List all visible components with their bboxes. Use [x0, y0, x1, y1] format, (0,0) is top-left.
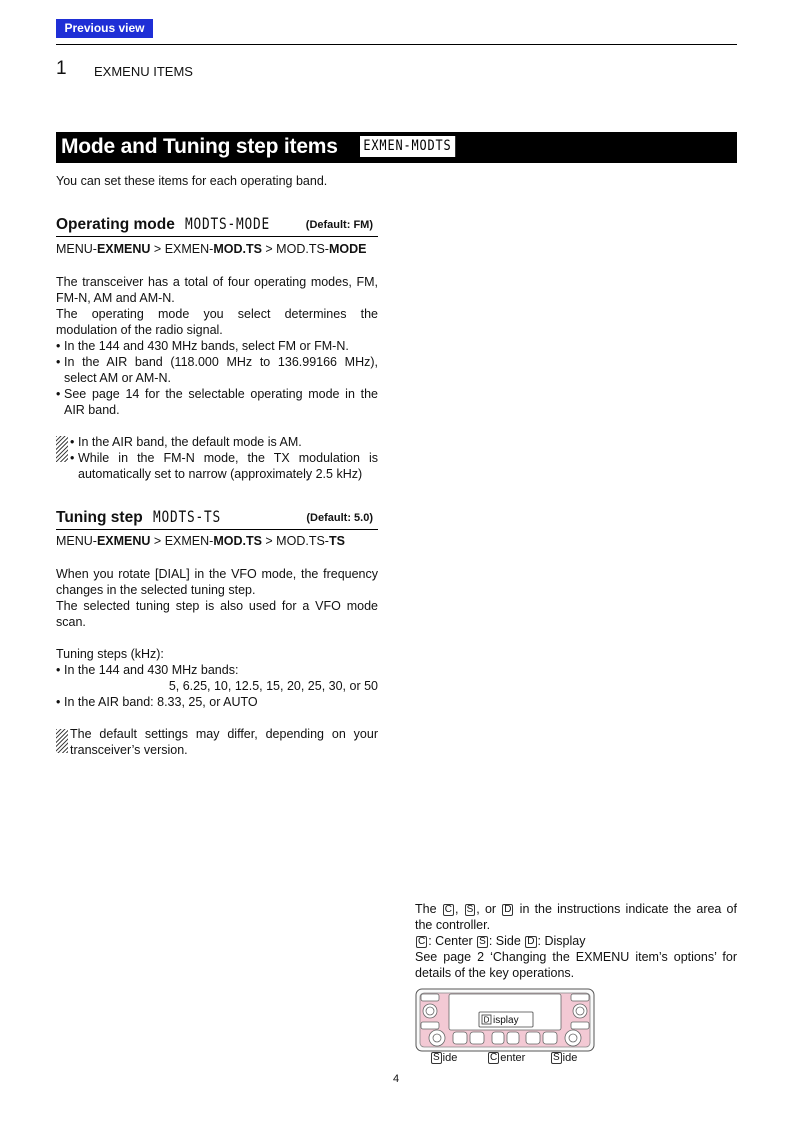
intro-text: You can set these items for each operating band. [56, 174, 328, 188]
tuning-step-rule [56, 529, 378, 530]
list-item: • While in the FM-N mode, the TX modulation is automatically set to narrow (approximately 2.5 kHz) [70, 450, 378, 482]
list-item: • In the 144 and 430 MHz bands: 5, 6.25, 10, 12.5, 15, 20, 25, 30, or 50 [56, 662, 378, 694]
tuning-steps-label: Tuning steps (kHz): [56, 647, 164, 661]
controller-line3: See page 2 ‘Changing the EXMENU item’s options’ for details of the key operations. [415, 950, 737, 980]
key-s-icon: S [466, 904, 474, 915]
controller-line1: The C , S , or D in the instructions indicate the area of the controller. [415, 902, 737, 932]
previous-view-button[interactable]: Previous view [56, 19, 153, 38]
diagram-side-left-label: S ide [433, 1052, 458, 1064]
operating-mode-body [56, 274, 378, 418]
tuning-step-body [56, 566, 378, 710]
tuning-step-para2: The selected tuning step is also used for a VFO mode scan. [56, 599, 378, 629]
list-item: • In the AIR band, the default mode is AM. [70, 434, 378, 450]
operating-mode-para2: The operating mode you select determines the modulation of the radio signal. [56, 307, 378, 337]
diagram-display-label: isplay [493, 1015, 519, 1026]
diagram-center-label: C enter [490, 1052, 526, 1064]
chapter-number: 1 [56, 58, 67, 79]
tuning-step-menu-path: MENU-EXMENU > EXMEN-MOD.TS > MOD.TS-TS [56, 534, 345, 548]
tuning-step-default: (Default: 5.0) [306, 512, 373, 524]
list-item: • In the AIR band (118.000 MHz to 136.99166 MHz), select AM or AM-N. [56, 354, 378, 386]
tuning-step-values: 5, 6.25, 10, 12.5, 15, 20, 25, 30, or 50 [168, 679, 378, 693]
operating-mode-default: (Default: FM) [305, 219, 373, 231]
header-divider [56, 44, 737, 45]
operating-mode-notes [70, 434, 378, 482]
operating-mode-lcd: MODTS-MODE [185, 214, 271, 233]
tuning-step-note: The default settings may differ, depending on your transceiver’s version. [70, 727, 378, 757]
list-item: • In the AIR band: 8.33, 25, or AUTO [56, 694, 378, 710]
banner-title: Mode and Tuning step items [61, 135, 338, 158]
chapter-title: EXMENU ITEMS [94, 64, 193, 79]
operating-mode-title: Operating mode [56, 216, 175, 233]
note-icon [56, 436, 68, 462]
banner-lcd-label: EXMEN-MODTS [360, 136, 455, 157]
operating-mode-para1: The transceiver has a total of four operating modes, FM, FM-N, AM and AM-N. [56, 275, 378, 305]
section-banner [56, 132, 737, 163]
list-item: • See page 14 for the selectable operating mode in the AIR band. [56, 386, 378, 418]
list-item: • In the 144 and 430 MHz bands, select FM or FM-N. [56, 338, 378, 354]
tuning-step-para1: When you rotate [DIAL] in the VFO mode, the frequency changes in the selected tuning step. [56, 567, 378, 597]
controller-explanation [415, 901, 737, 981]
tuning-step-lcd: MODTS-TS [153, 507, 222, 526]
operating-mode-rule [56, 236, 378, 237]
page-number: 4 [393, 1073, 400, 1085]
operating-mode-heading [56, 214, 378, 236]
note-icon [56, 729, 68, 753]
tuning-step-heading [56, 507, 378, 529]
controller-legend: C : Center S : Side D : Display [418, 934, 586, 948]
diagram-key-d: D [483, 1015, 490, 1025]
diagram-side-right-label: S ide [553, 1052, 578, 1064]
operating-mode-menu-path: MENU-EXMENU > EXMEN-MOD.TS > MOD.TS-MODE [56, 242, 367, 256]
key-d-icon: D [504, 904, 512, 915]
tuning-step-title: Tuning step [56, 509, 143, 526]
controller-diagram [415, 988, 595, 1052]
key-c-icon: C [444, 904, 452, 915]
